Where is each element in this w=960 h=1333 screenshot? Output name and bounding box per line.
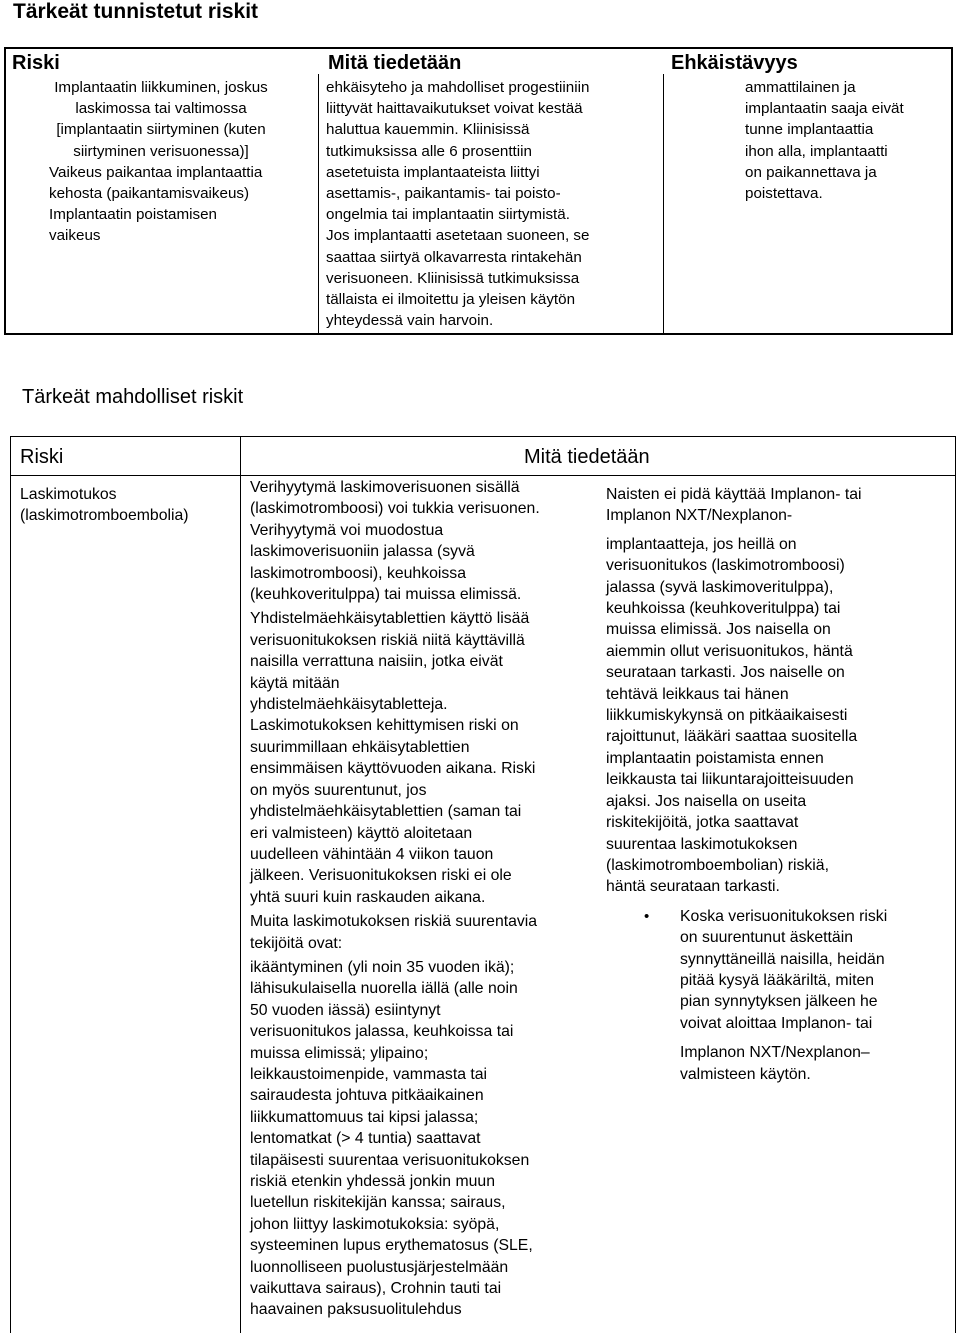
cell-known-identified: ehkäisyteho ja mahdolliset progestiiniin liittyvät haittavaikutukset voivat kestää haluttua kauemmin. Kliinisissä tutkimuksissa alle 6 prosenttiin asetetuista implantaateista liittyi asettamis-, paikantamis- tai poisto- ongelmia tai implantaatin siirtymistä. Jos implantaatti asetetaan suoneen, se saattaa siirtyä olkavarresta rintakehän verisuoneen. Kliinisissä tutkimuksissa tällaista ei ilmoitettu ja yleisen käytön yhteydessä vain harvoin.	[326, 79, 590, 330]
cell-risk-identified: Implantaatin liikkuminen, joskus laskimossa tai valtimossa [implantaatin siirtyminen (kuten siirtyminen verisuonessa)] Vaikeus paikantaa implantaattia kehosta (paikantamisvaikeus) Implantaatin poistamisen vaikeus	[49, 79, 268, 245]
header-riski-2: Riski	[20, 446, 64, 468]
header-riski: Riski	[12, 52, 60, 74]
cell-advice-potential: Naisten ei pidä käyttää Implanon- tai Implanon NXT/Nexplanon- implantaatteja, jos heillä on verisuonitukos (laskimotromboosi) jalassa (syvä laskimoveritulppa), keuhkoissa (keuhkoveritulppa) tai muissa elimissä. Jos naisella on aiemmin ollut verisuonitukos, häntä seurataan tarkasti. Jos naiselle on tehtävä leikkaus tai hänen liikkumiskykynsä on pitkäaikaisesti rajoittunut, lääkäri saattaa suositella implantaatin poistamista ennen leikkausta tai liikuntarajoitteisuuden ajaksi. Jos naisella on useita riskitekijöitä, jotka saattavat suurentaa laskimotukoksen (laskimotromboembolian) riskiä, häntä seurataan tarkasti. • Koska verisuonitukoksen riski on suurentunut äskettäin synnyttäneillä naisilla, heidän pitää kysyä lääkäriltä, miten pian synnytyksen jälkeen he voivat aloittaa Implanon- tai Implanon NXT/Nexplanon– valmisteen käytön.	[606, 484, 951, 1085]
cell-prevention-identified: ammattilainen ja implantaatin saaja eivät tunne implantaattia ihon alla, implantaatti on paikannettava ja poistettava.	[745, 79, 904, 203]
cell-risk-potential: Laskimotukos (laskimotromboembolia)	[20, 486, 189, 524]
section-title-potential-risks: Tärkeät mahdolliset riskit	[22, 386, 244, 408]
advice-bullet-list	[606, 906, 951, 1085]
section-title-identified-risks: Tärkeät tunnistetut riskit	[13, 0, 259, 23]
header-mita-tiedetaan-2: Mitä tiedetään	[524, 446, 650, 468]
list-item: • Koska verisuonitukoksen riski on suurentunut äskettäin synnyttäneillä naisilla, heidän pitää kysyä lääkäriltä, miten pian synnytyksen jälkeen he voivat aloittaa Implanon- tai Implanon NXT/Nexplanon– valmisteen käytön.	[606, 906, 951, 1085]
header-mita-tiedetaan: Mitä tiedetään	[328, 52, 462, 74]
header-ehkaistavyys: Ehkäistävyys	[671, 52, 798, 74]
cell-known-potential: Verihyytymä laskimoverisuonen sisällä (laskimotromboosi) voi tukkia verisuonen. Verihyytymä voi muodostua laskimoverisuoniin jalassa (syvä laskimotromboosi), keuhkoissa (keuhkoveritulppa) tai muissa elimissä. Yhdistelmäehkäisytablettien käyttö lisää verisuonitukoksen riskiä niitä käyttävillä naisilla verrattuna naisiin, jotka eivät käytä mitään yhdistelmäehkäisytabletteja. Laskimotukoksen kehittymisen riski on suurimmillaan ehkäisytablettien ensimmäisen käyttövuoden aikana. Riski on myös suurentunut, jos yhdistelmäehkäisytablettien (saman tai eri valmisteen) käyttö aloitetaan uudelleen vähintään 4 viikon tauon jälkeen. Verisuonitukoksen riski ei ole yhtä suuri kuin raskauden aikana. Muita laskimotukoksen riskiä suurentavia tekijöitä ovat: ikääntyminen (yli noin 35 vuoden ikä); lähisukulaisella nuorella iällä (alle noin 50 vuoden iässä) esiintynyt verisuonitukos jalassa, keuhkoissa tai muissa elimissä; ylipaino; leikkaustoimenpide, vammasta tai sairaudesta johtuva pitkäaikainen liikkumattomuus tai kipsi jalassa; lentomatkat (> 4 tuntia) saattavat tilapäisesti suurentaa verisuonitukoksen riskiä etenkin yhdessä jonkin muun luetellun riskitekijän kanssa; sairaus, johon liittyy laskimotukoksia: syöpä, systeeminen lupus erythematosus (SLE, luonnolliseen puolustusjärjestelmään vaikuttava sairaus), Crohnin tauti tai haavainen paksusuolitulehdus	[250, 479, 540, 1319]
